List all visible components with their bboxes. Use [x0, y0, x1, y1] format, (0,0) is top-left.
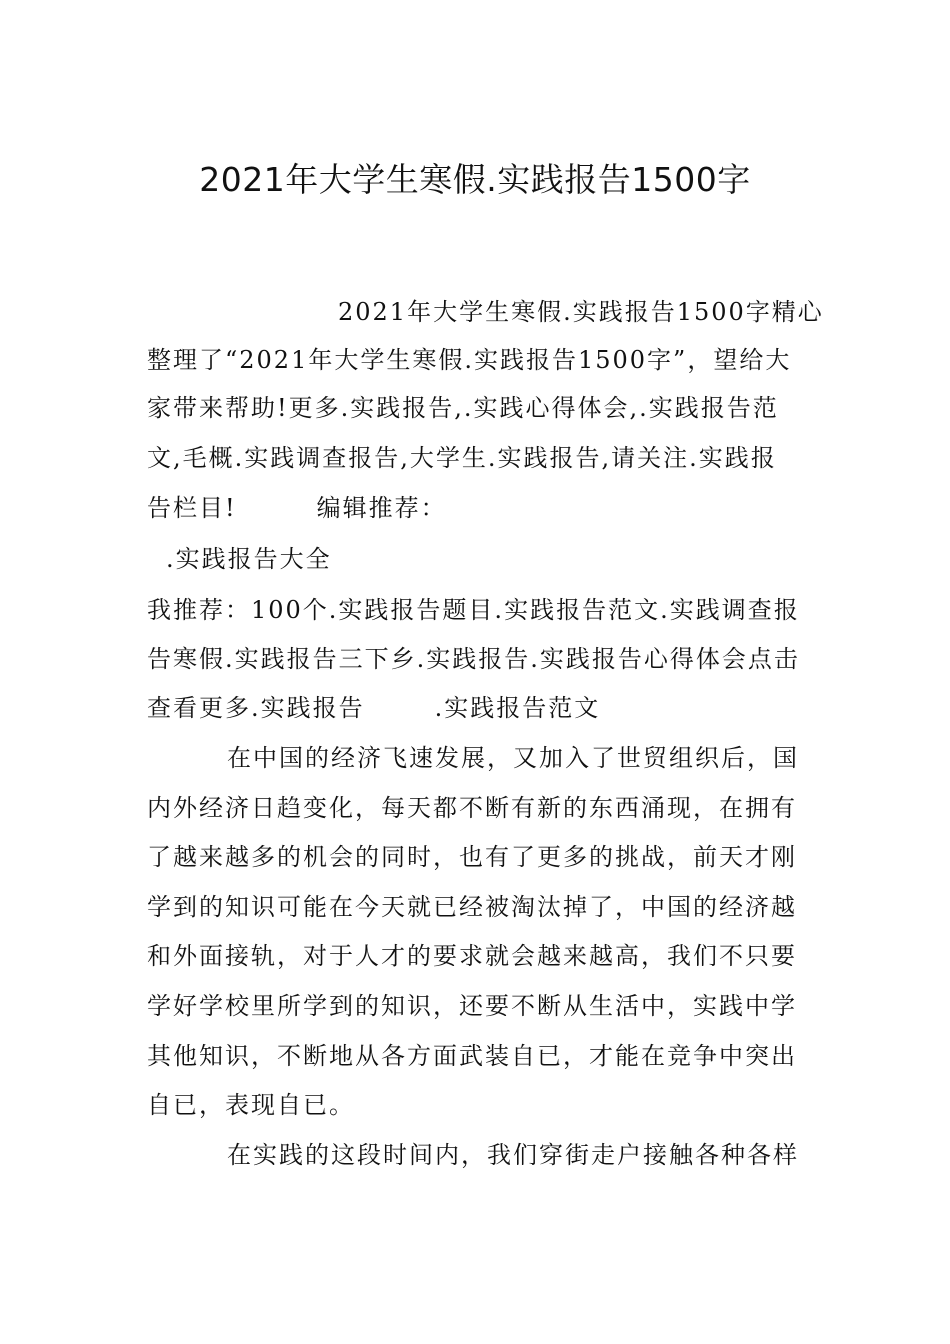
document-title: 2021年大学生寒假.实践报告1500字: [199, 160, 751, 199]
paragraph1-line-2: 内外经济日趋变化，每天都不断有新的东西涌现，在拥有: [147, 794, 797, 822]
paragraph2-line-1: 在实践的这段时间内，我们穿街走户接触各种各样: [227, 1141, 799, 1169]
intro-line-1: 2021年大学生寒假.实践报告1500字精心: [338, 298, 824, 326]
intro-line-4: 文,毛概.实践调查报告,大学生.实践报告,请关注.实践报: [147, 444, 777, 472]
paragraph1-line-4: 学到的知识可能在今天就已经被淘汰掉了，中国的经济越: [147, 893, 797, 921]
paragraph1-line-3: 了越来越多的机会的同时，也有了更多的挑战，前天才刚: [147, 843, 797, 871]
intro-line-5: [147, 490, 447, 526]
recommend-more-link[interactable]: 查看更多.实践报告: [147, 694, 365, 722]
paragraph1-line-7: 其他知识，不断地从各方面武装自已，才能在竞争中突出: [147, 1042, 797, 1070]
recommend-sample-link[interactable]: .实践报告范文: [434, 694, 601, 722]
recommend-line-1: 我推荐：100个.实践报告题目.实践报告范文.实践调查报: [147, 596, 800, 624]
recommend-line-2: 告寒假.实践报告三下乡.实践报告.实践报告心得体会点击: [147, 645, 800, 673]
recommend-link[interactable]: .实践报告大全: [166, 545, 332, 573]
paragraph1-line-5: 和外面接轨，对于人才的要求就会越来越高，我们不只要: [147, 942, 797, 970]
intro-line-3: 家带来帮助!更多.实践报告,.实践心得体会,.实践报告范: [147, 394, 779, 422]
editor-recommend-label: 编辑推荐：: [316, 494, 447, 522]
paragraph1-line-8: 自已，表现自已。: [147, 1091, 355, 1119]
recommend-line-3: [147, 690, 600, 726]
intro-last-text: 告栏目!: [147, 494, 237, 522]
intro-line-2: 整理了“2021年大学生寒假.实践报告1500字”，望给大: [147, 346, 792, 374]
paragraph1-line-1: 在中国的经济飞速发展，又加入了世贸组织后，国: [227, 744, 799, 772]
paragraph1-line-6: 学好学校里所学到的知识，还要不断从生活中，实践中学: [147, 992, 797, 1020]
